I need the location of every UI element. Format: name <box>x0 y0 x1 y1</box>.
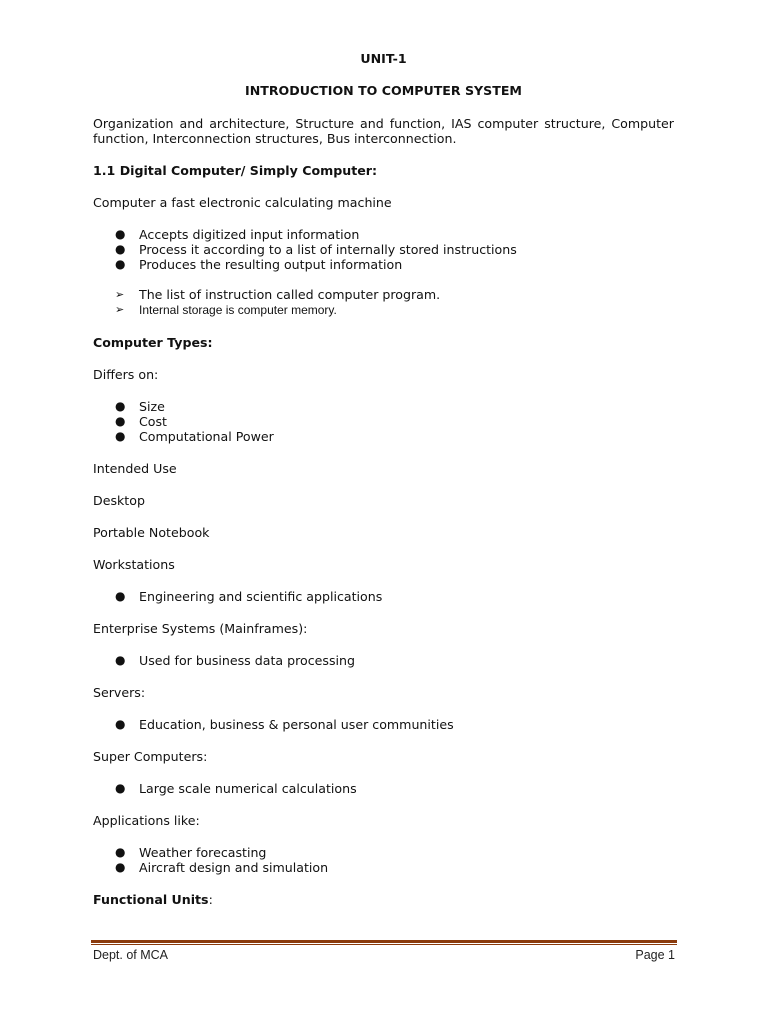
bullet-icon: ● <box>115 227 126 241</box>
notes-list <box>93 287 674 318</box>
super-computers-text: Super Computers: <box>93 749 208 764</box>
bullet-icon: ● <box>115 399 126 413</box>
types-heading: Computer Types: <box>93 335 213 350</box>
bullet-icon: ● <box>115 414 126 428</box>
bullet-icon: ● <box>115 717 126 731</box>
footer-department: Dept. of MCA <box>93 948 169 962</box>
bullet-icon: ● <box>115 845 126 859</box>
document-page <box>93 50 674 907</box>
page-footer <box>93 948 675 962</box>
bullet-icon: ● <box>115 653 126 667</box>
bullet-icon: ● <box>115 781 126 795</box>
page-number: Page 1 <box>635 948 675 962</box>
list-item: ● Process it according to a list of internally stored instructions <box>115 242 517 257</box>
arrow-bullet-icon: ➢ <box>115 288 125 301</box>
applications-text: Applications like: <box>93 813 200 828</box>
intended-use-text: Intended Use <box>93 461 177 476</box>
differs-on-text: Differs on: <box>93 367 159 382</box>
desktop-text: Desktop <box>93 493 145 508</box>
portable-text: Portable Notebook <box>93 525 210 540</box>
bullet-icon: ● <box>115 242 126 256</box>
workstations-text: Workstations <box>93 557 175 572</box>
list-item: ● Weather forecasting <box>115 845 267 860</box>
list-item: ● Education, business & personal user communities <box>115 717 454 732</box>
workstations-list <box>93 589 674 604</box>
list-item: ● Computational Power <box>115 429 274 444</box>
list-item: ● Aircraft design and simulation <box>115 860 329 875</box>
bullet-icon: ● <box>115 860 126 874</box>
enterprise-text: Enterprise Systems (Mainframes): <box>93 621 308 636</box>
applications-list <box>93 845 674 875</box>
list-item: ● Engineering and scientific applications <box>115 589 383 604</box>
list-item: ● Large scale numerical calculations <box>115 781 357 796</box>
servers-text: Servers: <box>93 685 146 700</box>
definition-text: Computer a fast electronic calculating machine <box>93 195 392 210</box>
bullet-icon: ● <box>115 429 126 443</box>
super-list <box>93 781 674 796</box>
list-item: ● Produces the resulting output information <box>115 257 403 272</box>
bullet-icon: ● <box>115 589 126 603</box>
list-item: ● Accepts digitized input information <box>115 227 360 242</box>
bullet-icon: ● <box>115 257 126 271</box>
functional-units-heading: Functional Units: <box>93 892 213 907</box>
enterprise-list <box>93 653 674 668</box>
list-item: ● Cost <box>115 414 167 429</box>
chapter-title: INTRODUCTION TO COMPUTER SYSTEM <box>245 83 522 98</box>
list-item: ➢ Internal storage is computer memory. <box>115 303 337 317</box>
intro-paragraph: Organization and architecture, Structure and function, IAS computer structure, Computer function, Interconnection structures, Bus interconnection. <box>93 116 674 146</box>
differs-list <box>93 399 674 444</box>
arrow-bullet-icon: ➢ <box>115 303 125 316</box>
list-item: ➢ The list of instruction called computer program. <box>115 287 441 302</box>
list-item: ● Size <box>115 399 165 414</box>
section-heading: 1.1 Digital Computer/ Simply Computer: <box>93 163 378 178</box>
footer-rule <box>91 940 677 946</box>
computer-points-list <box>93 227 674 272</box>
unit-title: UNIT-1 <box>360 51 407 66</box>
servers-list <box>93 717 674 732</box>
list-item: ● Used for business data processing <box>115 653 355 668</box>
